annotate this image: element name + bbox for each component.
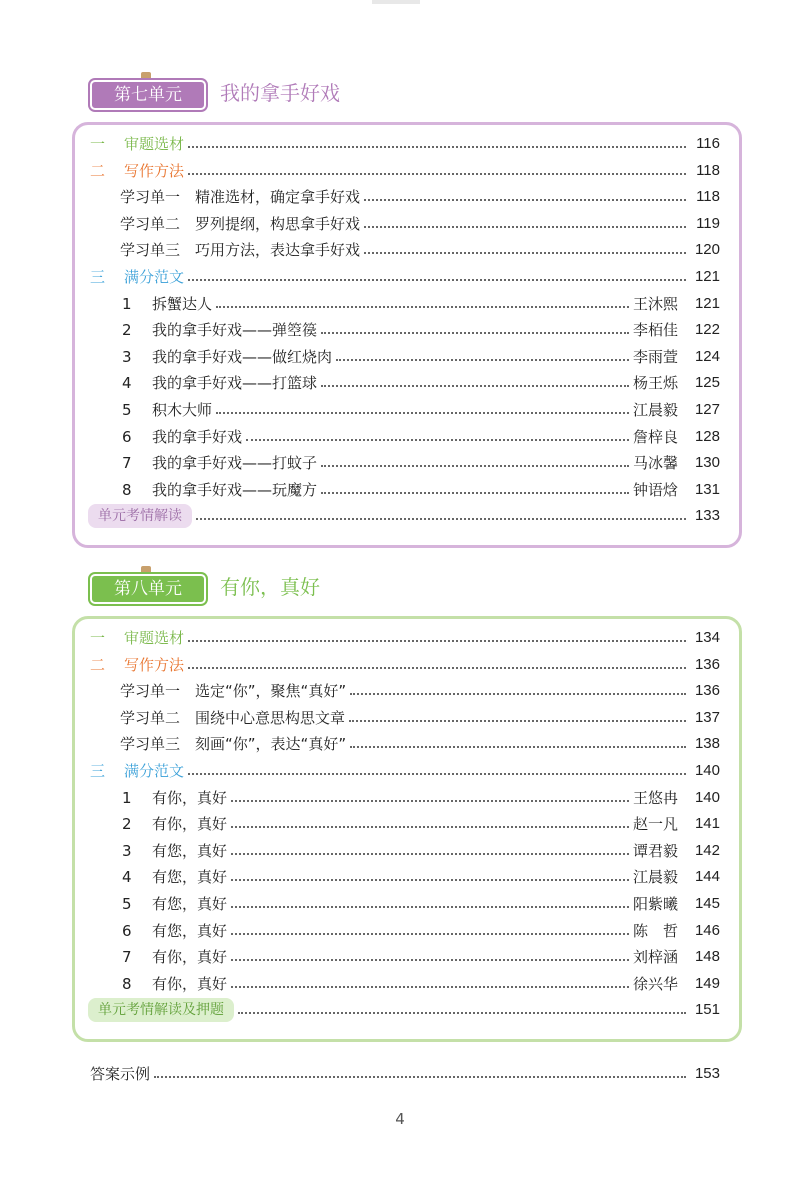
leader-dots [321,478,629,494]
section-label: 审题选材 [124,629,185,647]
lesson-page: 119 [696,215,720,232]
essay-page: 121 [694,295,720,312]
leader-dots [350,679,686,695]
leader-dots [238,998,686,1014]
toc-essay[interactable] [122,398,720,422]
essay-page: 122 [694,321,720,338]
essay-number: 1 [122,789,132,807]
essay-page: 128 [694,428,720,445]
essay-author: 杨王烁 [632,374,678,392]
essay-number: 7 [122,948,132,966]
leader-dots [188,759,686,775]
leader-dots [349,706,686,722]
unit-8-title: 有你，真好 [220,575,320,599]
essay-page: 140 [694,789,720,806]
leader-dots [364,212,686,228]
leader-dots [231,786,629,802]
lesson-page: 120 [694,241,720,258]
leader-dots [364,238,686,254]
leader-dots [364,185,686,201]
leader-dots [188,159,686,175]
section-number: 一 [90,135,106,153]
toc-lesson[interactable] [120,212,720,236]
leader-dots [246,425,629,441]
essay-number: 3 [122,842,132,860]
page-number: 4 [395,1110,405,1128]
toc-essay[interactable] [122,865,720,889]
section-number: 三 [90,762,106,780]
essay-page: 144 [694,868,720,885]
toc-essay[interactable] [122,371,720,395]
toc-essay[interactable] [122,786,720,810]
section-number: 二 [90,656,106,674]
toc-section-3[interactable] [90,759,720,783]
essay-author: 陈 哲 [632,922,678,940]
toc-entry-answers[interactable] [90,1062,720,1086]
essay-page: 149 [694,975,720,992]
unit-8-label: 第八单元 [90,574,206,604]
leader-dots [188,653,686,669]
section-number: 三 [90,268,106,286]
toc-essay[interactable] [122,945,720,969]
essay-page: 124 [694,348,720,365]
essay-number: 2 [122,321,132,339]
essay-number: 4 [122,868,132,886]
leader-dots [188,626,686,642]
essay-title: 有你，真好 [152,975,228,993]
essay-author: 钟语焓 [632,481,678,499]
leader-dots [188,132,686,148]
essay-author: 李雨萱 [632,348,678,366]
essay-author: 马冰馨 [632,454,678,472]
leader-dots [216,398,629,414]
analysis-page: 133 [694,507,720,524]
section-label: 写作方法 [124,162,185,180]
essay-number: 3 [122,348,132,366]
section-page: 134 [694,629,720,646]
essay-title: 有你，真好 [152,815,228,833]
lesson-title: 学习单一 选定“你”，聚焦“真好” [120,682,347,700]
toc-section-1[interactable] [90,132,720,156]
toc-essay[interactable] [122,318,720,342]
essay-title: 有您，真好 [152,842,228,860]
leader-dots [231,865,629,881]
section-page: 121 [694,268,720,285]
lesson-title: 学习单三 刻画“你”，表达“真好” [120,735,347,753]
leader-dots [231,945,629,961]
essay-page: 141 [694,815,720,832]
toc-essay[interactable] [122,425,720,449]
essay-page: 130 [694,454,720,471]
toc-lesson[interactable] [120,185,720,209]
essay-title: 我的拿手好戏 [152,428,243,446]
essay-author: 徐兴华 [632,975,678,993]
essay-title: 我的拿手好戏——做红烧肉 [152,348,333,366]
lesson-page: 138 [694,735,720,752]
essay-title: 有您，真好 [152,895,228,913]
essay-page: 145 [694,895,720,912]
essay-number: 2 [122,815,132,833]
toc-section-2[interactable] [90,159,720,183]
analysis-page: 151 [694,1001,720,1018]
essay-number: 8 [122,481,132,499]
section-label: 写作方法 [124,656,185,674]
essay-title: 有你，真好 [152,948,228,966]
toc-lesson[interactable] [120,706,720,730]
toc-essay[interactable] [122,839,720,863]
essay-title: 有你，真好 [152,789,228,807]
toc-unit-analysis[interactable] [88,998,720,1022]
essay-page: 131 [694,481,720,498]
essay-number: 6 [122,428,132,446]
top-mark [372,0,420,4]
lesson-title: 学习单二 罗列提纲，构思拿手好戏 [120,215,361,233]
section-label: 满分范文 [124,762,185,780]
leader-dots [231,919,629,935]
lesson-title: 学习单三 巧用方法，表达拿手好戏 [120,241,361,259]
essay-title: 我的拿手好戏——打蚊子 [152,454,318,472]
essay-number: 6 [122,922,132,940]
section-label: 满分范文 [124,268,185,286]
leader-dots [336,345,629,361]
essay-title: 我的拿手好戏——玩魔方 [152,481,318,499]
toc-essay[interactable] [122,451,720,475]
leader-dots [321,371,629,387]
essay-page: 142 [694,842,720,859]
section-page: 118 [696,162,720,179]
toc-lesson[interactable] [120,732,720,756]
toc-essay[interactable] [122,345,720,369]
essay-author: 詹梓良 [632,428,678,446]
section-number: 一 [90,629,106,647]
essay-author: 李栢佳 [632,321,678,339]
essay-page: 127 [694,401,720,418]
leader-dots [231,839,629,855]
essay-author: 谭君毅 [632,842,678,860]
leader-dots [231,972,629,988]
essay-number: 4 [122,374,132,392]
essay-author: 王沐熙 [632,295,678,313]
toc-essay[interactable] [122,812,720,836]
leader-dots [231,812,629,828]
toc-section-1[interactable] [90,626,720,650]
unit-7-title: 我的拿手好戏 [220,81,340,105]
leader-dots [196,504,686,520]
leader-dots [350,732,686,748]
answers-label: 答案示例 [90,1065,151,1083]
analysis-badge: 单元考情解读 [88,504,192,528]
toc-essay[interactable] [122,892,720,916]
section-label: 审题选材 [124,135,185,153]
essay-author: 刘梓涵 [632,948,678,966]
essay-page: 125 [694,374,720,391]
section-number: 二 [90,162,106,180]
lesson-page: 137 [694,709,720,726]
leader-dots [321,451,629,467]
answers-page: 153 [694,1065,720,1082]
toc-essay[interactable] [122,478,720,502]
lesson-page: 136 [694,682,720,699]
section-page: 136 [694,656,720,673]
analysis-badge: 单元考情解读及押题 [88,998,234,1022]
essay-title: 我的拿手好戏——打篮球 [152,374,318,392]
essay-author: 江晨毅 [632,868,678,886]
leader-dots [321,318,629,334]
essay-title: 拆蟹达人 [152,295,213,313]
essay-title: 有您，真好 [152,922,228,940]
essay-title: 积木大师 [152,401,213,419]
section-page: 116 [696,135,720,152]
essay-page: 148 [694,948,720,965]
essay-title: 有您，真好 [152,868,228,886]
leader-dots [216,292,629,308]
lesson-title: 学习单一 精准选材，确定拿手好戏 [120,188,361,206]
toc-lesson[interactable] [120,238,720,262]
toc-lesson[interactable] [120,679,720,703]
lesson-page: 118 [696,188,720,205]
unit-7-label: 第七单元 [90,80,206,110]
essay-number: 1 [122,295,132,313]
essay-page: 146 [694,922,720,939]
toc-essay[interactable] [122,972,720,996]
essay-author: 江晨毅 [632,401,678,419]
leader-dots [231,892,629,908]
toc-section-2[interactable] [90,653,720,677]
essay-number: 5 [122,401,132,419]
toc-unit-analysis[interactable] [88,504,720,528]
toc-section-3[interactable] [90,265,720,289]
essay-number: 7 [122,454,132,472]
toc-essay[interactable] [122,292,720,316]
essay-author: 赵一凡 [632,815,678,833]
leader-dots [154,1062,686,1078]
essay-number: 5 [122,895,132,913]
essay-title: 我的拿手好戏——弹箜篌 [152,321,318,339]
essay-number: 8 [122,975,132,993]
toc-essay[interactable] [122,919,720,943]
lesson-title: 学习单二 围绕中心意思构思文章 [120,709,346,727]
essay-author: 阳紫曦 [632,895,678,913]
leader-dots [188,265,686,281]
section-page: 140 [694,762,720,779]
essay-author: 王悠冉 [632,789,678,807]
